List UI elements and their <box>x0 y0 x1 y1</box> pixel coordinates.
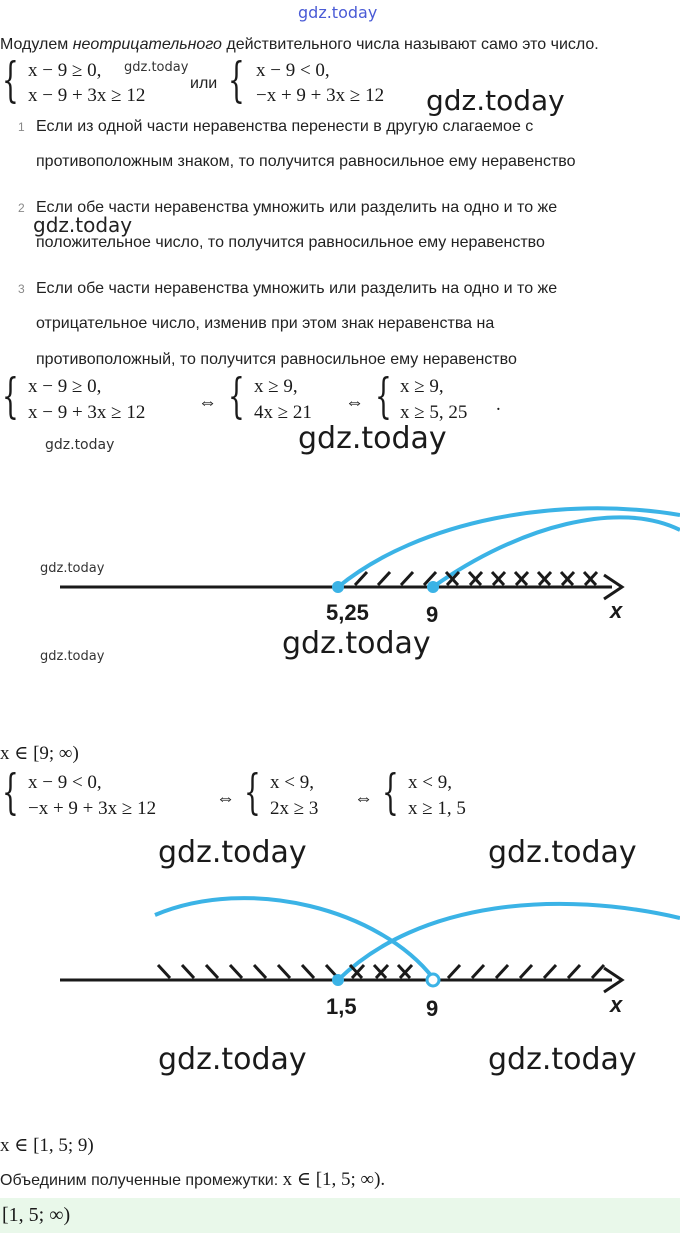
brace: { <box>228 368 245 424</box>
equiv-sign: ⇔ <box>216 788 235 809</box>
arc-from-9 <box>433 517 680 587</box>
system1-left-line1: x − 9 ≥ 0, <box>28 60 102 81</box>
rule-text: противоположный, то получится равносильное ему неравенство <box>36 351 517 368</box>
arc-from-1-5 <box>338 904 680 980</box>
watermark: gdz.today <box>426 84 565 117</box>
rule-number: 1 <box>18 120 25 134</box>
chain1-s3-line1: x ≥ 9, <box>400 376 444 397</box>
watermark: gdz.today <box>33 213 133 237</box>
rule-number: 2 <box>18 201 25 215</box>
label-1-5: 1,5 <box>326 994 357 1019</box>
intro-line <box>0 36 599 54</box>
label-x: x <box>610 598 623 623</box>
period: . <box>496 394 501 415</box>
arc-left-to-9 <box>155 898 433 978</box>
answer-box <box>0 1198 680 1233</box>
brace-right: { <box>228 52 245 108</box>
intro-suffix: действительного числа называют само это число. <box>221 36 599 53</box>
system1-left-line2: x − 9 + 3x ≥ 12 <box>28 85 146 106</box>
union-line <box>0 1168 385 1191</box>
number-line-2 <box>0 890 680 1030</box>
watermark: gdz.today <box>282 626 431 661</box>
chain1-s3-line2: x ≥ 5, 25 <box>400 402 468 423</box>
chain2-s2-line2: 2x ≥ 3 <box>270 798 319 819</box>
equiv-sign: ⇔ <box>354 788 373 809</box>
watermark: gdz.today <box>40 561 105 576</box>
result-2: x ∈ [1, 5; 9) <box>0 1135 94 1156</box>
point-9 <box>427 581 439 593</box>
watermark: gdz.today <box>158 1042 307 1077</box>
chain2-s1-line1: x − 9 < 0, <box>28 772 102 793</box>
label-9: 9 <box>426 602 439 627</box>
rule-text: Если обе части неравенства умножить или разделить на одно и то же <box>36 199 558 216</box>
answer-text: [1, 5; ∞) <box>2 1204 71 1226</box>
chain2-s3-line2: x ≥ 1, 5 <box>408 798 466 819</box>
brace-left: { <box>2 52 19 108</box>
point-1-5 <box>332 974 344 986</box>
brace: { <box>2 368 19 424</box>
rule-text: Если обе части неравенства умножить или разделить на одно и то же <box>36 280 558 297</box>
system1-right-line1: x − 9 < 0, <box>256 60 330 81</box>
rule-text: отрицательное число, изменив при этом знак неравенства на <box>36 315 495 332</box>
rule-number: 3 <box>18 282 25 296</box>
watermark: gdz.today <box>124 60 189 75</box>
chain1-s1-line2: x − 9 + 3x ≥ 12 <box>28 402 146 423</box>
equiv-sign: ⇔ <box>345 392 364 413</box>
rule-text: противоположным знаком, то получится равносильное ему неравенство <box>36 153 576 170</box>
watermark: gdz.today <box>40 649 105 664</box>
chain1-s1-line1: x − 9 ≥ 0, <box>28 376 102 397</box>
watermark: gdz.today <box>488 1042 637 1077</box>
watermark: gdz.today <box>488 835 637 870</box>
union-text: Объединим полученные промежутки: <box>0 1172 283 1189</box>
chain1-s2-line1: x ≥ 9, <box>254 376 298 397</box>
watermark: gdz.today <box>158 835 307 870</box>
equiv-sign: ⇔ <box>198 392 217 413</box>
chain2-s2-line1: x < 9, <box>270 772 314 793</box>
system1-right-line2: −x + 9 + 3x ≥ 12 <box>256 85 385 106</box>
rule-text: положительное число, то получится равносильное ему неравенство <box>36 234 545 251</box>
brace: { <box>382 764 399 820</box>
arc-from-5-25 <box>338 508 680 587</box>
label-x: x <box>610 992 623 1017</box>
brace: { <box>375 368 392 424</box>
result-1: x ∈ [9; ∞) <box>0 743 79 764</box>
or-label: или <box>190 75 218 92</box>
watermark: gdz.today <box>45 437 115 453</box>
brace: { <box>244 764 261 820</box>
watermark-top: gdz.today <box>298 3 378 22</box>
label-5-25: 5,25 <box>326 600 369 625</box>
chain2-s3-line1: x < 9, <box>408 772 452 793</box>
intro-prefix: Модулем <box>0 36 73 53</box>
point-9-open <box>427 974 439 986</box>
union-math: x ∈ [1, 5; ∞). <box>282 1169 386 1190</box>
chain1-s2-line2: 4x ≥ 21 <box>254 402 312 423</box>
watermark: gdz.today <box>298 421 447 456</box>
chain2-s1-line2: −x + 9 + 3x ≥ 12 <box>28 798 157 819</box>
intro-emph: неотрицательного <box>72 36 222 53</box>
hatching-less-9 <box>158 965 410 978</box>
hatching-from-1-5 <box>352 965 604 978</box>
point-5-25 <box>332 581 344 593</box>
rule-text: Если из одной части неравенства перенести в другую слагаемое с <box>36 118 534 135</box>
label-9: 9 <box>426 996 439 1021</box>
brace: { <box>2 764 19 820</box>
